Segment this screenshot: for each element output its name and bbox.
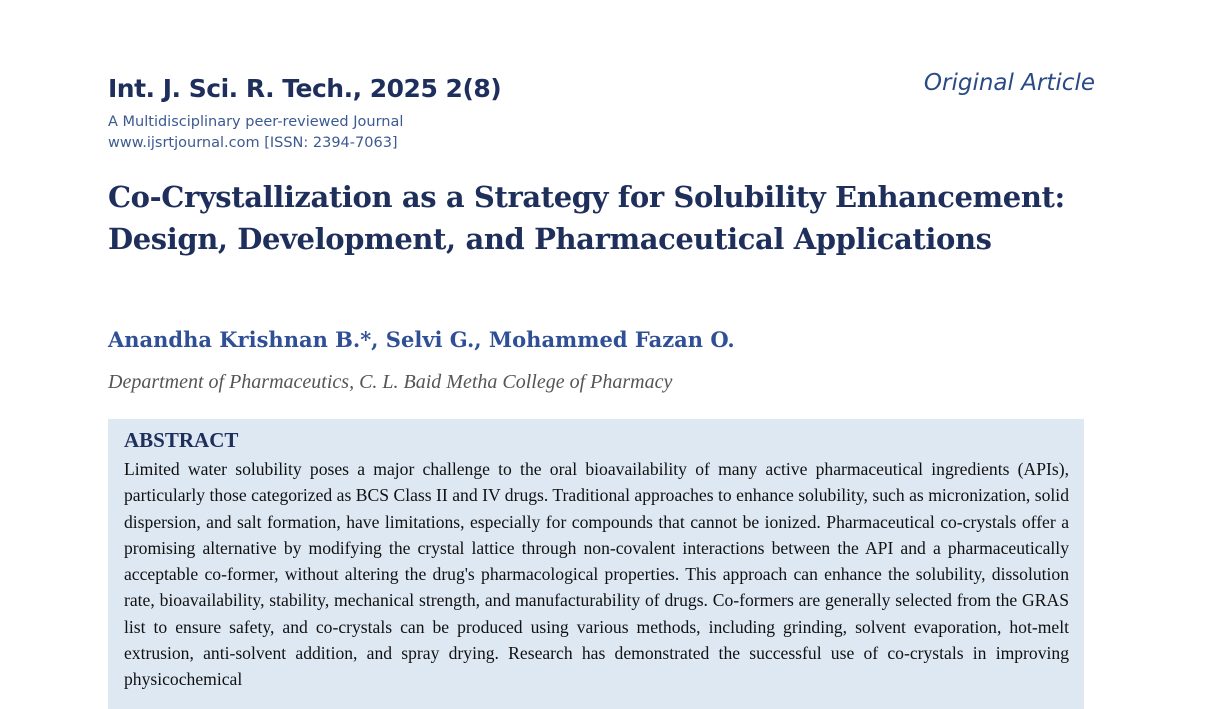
paper-title: Co-Crystallization as a Strategy for Solubility Enhancement: Design, Development, and Pharmaceutical Applications <box>108 180 1065 256</box>
author-affiliation: Department of Pharmaceutics, C. L. Baid Metha College of Pharmacy <box>108 371 673 393</box>
abstract-text: Limited water solubility poses a major challenge to the oral bioavailability of many active pharmaceutical ingredients (APIs), particularly those categorized as BCS Class II and IV drugs. Traditional approaches to enhance solubility, such as micronization, solid dispersion, and salt formation, have limitations, especially for compounds that cannot be ionized. Pharmaceutical co-crystals offer a promising alternative by modifying the crystal lattice through non-covalent interactions between the API and a pharmaceutically acceptable co-former, without altering the drug's pharmacological properties. This approach can enhance the solubility, dissolution rate, bioavailability, stability, mechanical strength, and manufacturability of drugs. Co-formers are generally selected from the GRAS list to ensure safety, and co-crystals can be produced using various methods, including grinding, solvent evaporation, hot-melt extrusion, anti-solvent addition, and spray drying. Research has demonstrated the successful use of co-crystals in improving physicochemical <box>124 459 1069 690</box>
abstract-panel <box>108 419 1084 709</box>
article-type-label: Original Article <box>923 70 1095 96</box>
author-list: Anandha Krishnan B.*, Selvi G., Mohammed Fazan O. <box>108 327 735 352</box>
journal-title: Int. J. Sci. R. Tech., 2025 2(8) <box>108 74 502 103</box>
abstract-heading: ABSTRACT <box>124 428 239 452</box>
journal-subtitle: A Multidisciplinary peer-reviewed Journal <box>108 114 404 130</box>
journal-website-issn[interactable]: www.ijsrtjournal.com [ISSN: 2394-7063] <box>108 135 398 151</box>
